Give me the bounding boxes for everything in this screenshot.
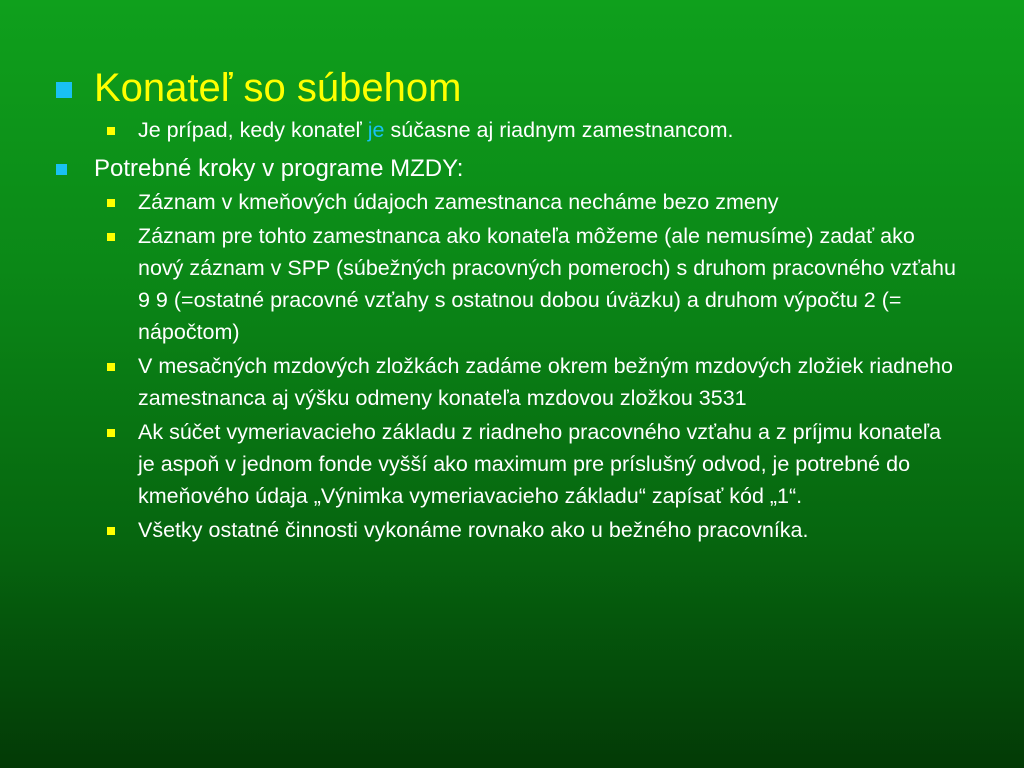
list-item-text: Záznam v kmeňových údajoch zamestnanca necháme bezo zmeny xyxy=(138,190,779,214)
list-item-text: Ak súčet vymeriavacieho základu z riadneho pracovného vzťahu a z príjmu konateľa je aspoň v jednom fonde vyšší ako maximum pre príslušný odvod, je potrebné do kmeňového údaja „Výnimka vymeriavacieho základu“ zapísať kód „1“. xyxy=(138,420,942,508)
list-item xyxy=(56,114,956,146)
slide-title xyxy=(56,64,956,112)
item-text-start: Je prípad, kedy konateľ xyxy=(138,118,368,142)
square-bullet-icon xyxy=(56,164,67,175)
list-item xyxy=(56,220,956,348)
square-bullet-icon xyxy=(107,233,115,241)
square-bullet-icon xyxy=(56,82,72,98)
square-bullet-icon xyxy=(107,363,115,371)
section-heading xyxy=(56,154,956,184)
square-bullet-icon xyxy=(107,429,115,437)
list-item-text: Všetky ostatné činnosti vykonáme rovnako ako u bežného pracovníka. xyxy=(138,518,809,542)
square-bullet-icon xyxy=(107,527,115,535)
slide-content xyxy=(56,64,956,546)
list-item xyxy=(56,416,956,512)
list-item xyxy=(56,514,956,546)
list-item xyxy=(56,186,956,218)
square-bullet-icon xyxy=(107,127,115,135)
item-text-accent: je xyxy=(367,118,385,142)
section-heading-text: Potrebné kroky v programe MZDY: xyxy=(94,155,464,182)
item-text-end: súčasne aj riadnym zamestnancom. xyxy=(384,118,734,142)
list-item xyxy=(56,350,956,414)
list-item-text: V mesačných mzdových zložkách zadáme okrem bežným mzdových zložiek riadneho zamestnanca aj výšku odmeny konateľa mzdovou zložkou 3531 xyxy=(138,354,953,410)
square-bullet-icon xyxy=(107,199,115,207)
slide-title-text: Konateľ so súbehom xyxy=(94,66,462,110)
list-item-text: Záznam pre tohto zamestnanca ako konateľa môžeme (ale nemusíme) zadať ako nový záznam v SPP (súbežných pracovných pomeroch) s druhom pracovného vzťahu 9 9 (=ostatné pracovné vzťahy s ostatnou dobou úväzku) a druhom výpočtu 2 (= nápočtom) xyxy=(138,224,956,344)
